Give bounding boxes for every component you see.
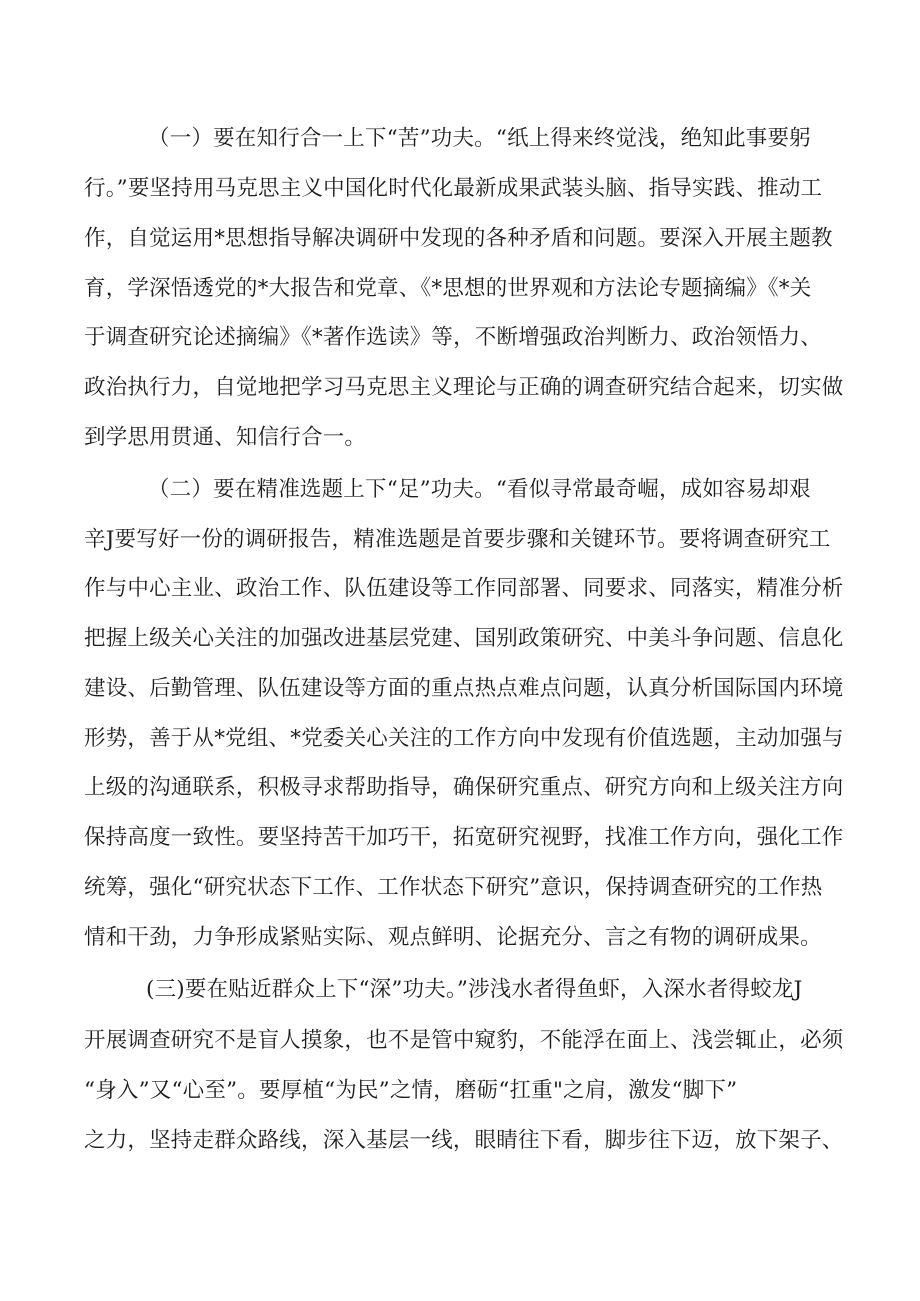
paragraph-3-line-4: 之力，坚持走群众路线，深入基层一线，眼睛往下看，脚步往下迈，放下架子、	[84, 1128, 844, 1153]
paragraph-2-line-3: 作与中心主业、政治工作、队伍建设等工作同部署、同要求、同落实，精准分析	[84, 576, 844, 601]
paragraph-3-line-3: “身入”又“心至”。要厚植“为民”之情，磨砺“扛重"之肩，激发“脚下”	[84, 1078, 738, 1103]
paragraph-2-line-8: 保持高度一致性。要坚持苦干加巧干，拓宽研究视野，找准工作方向，强化工作	[84, 825, 844, 850]
paragraph-3-line-1: (三)要在贴近群众上下“深”功夫。”涉浅水者得鱼虾，入深水者得蛟龙J	[146, 977, 803, 1002]
paragraph-2-line-5: 建设、后勤管理、队伍建设等方面的重点热点难点问题，认真分析国际国内环境	[84, 676, 844, 701]
paragraph-2-line-4: 把握上级关心关注的加强改进基层党建、国别政策研究、中美斗争问题、信息化	[84, 626, 844, 651]
paragraph-2-line-2: 辛J要写好一份的调研报告，精准选题是首要步骤和关键环节。要将调查研究工	[84, 527, 831, 552]
paragraph-1-line-2: 行。”要坚持用马克思主义中国化时代化最新成果武装头脑、指导实践、推动工	[84, 176, 823, 201]
paragraph-1-line-7: 到学思用贯通、知信行合一。	[84, 425, 367, 450]
paragraph-2-line-1: （二）要在精准选题上下“足”功夫。“看似寻常最奇崛，成如容易却艰	[148, 477, 811, 502]
paragraph-1-line-3: 作，自觉运用*思想指导解决调研中发现的各种矛盾和问题。要深入开展主题教	[84, 226, 833, 251]
paragraph-2-line-10: 情和干劲，力争形成紧贴实际、观点鲜明、论据充分、言之有物的调研成果。	[84, 925, 822, 950]
paragraph-3-line-2: 开展调查研究不是盲人摸象，也不是管中窥豹，不能浮在面上、浅尝辄止，必须	[84, 1028, 844, 1053]
paragraph-1-line-4: 育，学深悟透党的*大报告和党章、《*思想的世界观和方法论专题摘编》《*关	[84, 276, 812, 301]
paragraph-1-line-5: 于调查研究论述摘编》《*著作选读》等，不断增强政治判断力、政治领悟力、	[84, 325, 823, 350]
paragraph-2-line-7: 上级的沟通联系，积极寻求帮助指导，确保研究重点、研究方向和上级关注方向	[84, 775, 844, 800]
paragraph-2-line-9: 统筹，强化“研究状态下工作、工作状态下研究”意识，保持调查研究的工作热	[84, 875, 823, 900]
paragraph-1-line-1: （一）要在知行合一上下“苦”功夫。“纸上得来终觉浅，绝知此事要躬	[148, 126, 811, 151]
paragraph-1-line-6: 政治执行力，自觉地把学习马克思主义理论与正确的调查研究结合起来，切实做	[84, 375, 844, 400]
paragraph-2-line-6: 形势，善于从*党组、*党委关心关注的工作方向中发现有价值选题，主动加强与	[84, 726, 844, 751]
